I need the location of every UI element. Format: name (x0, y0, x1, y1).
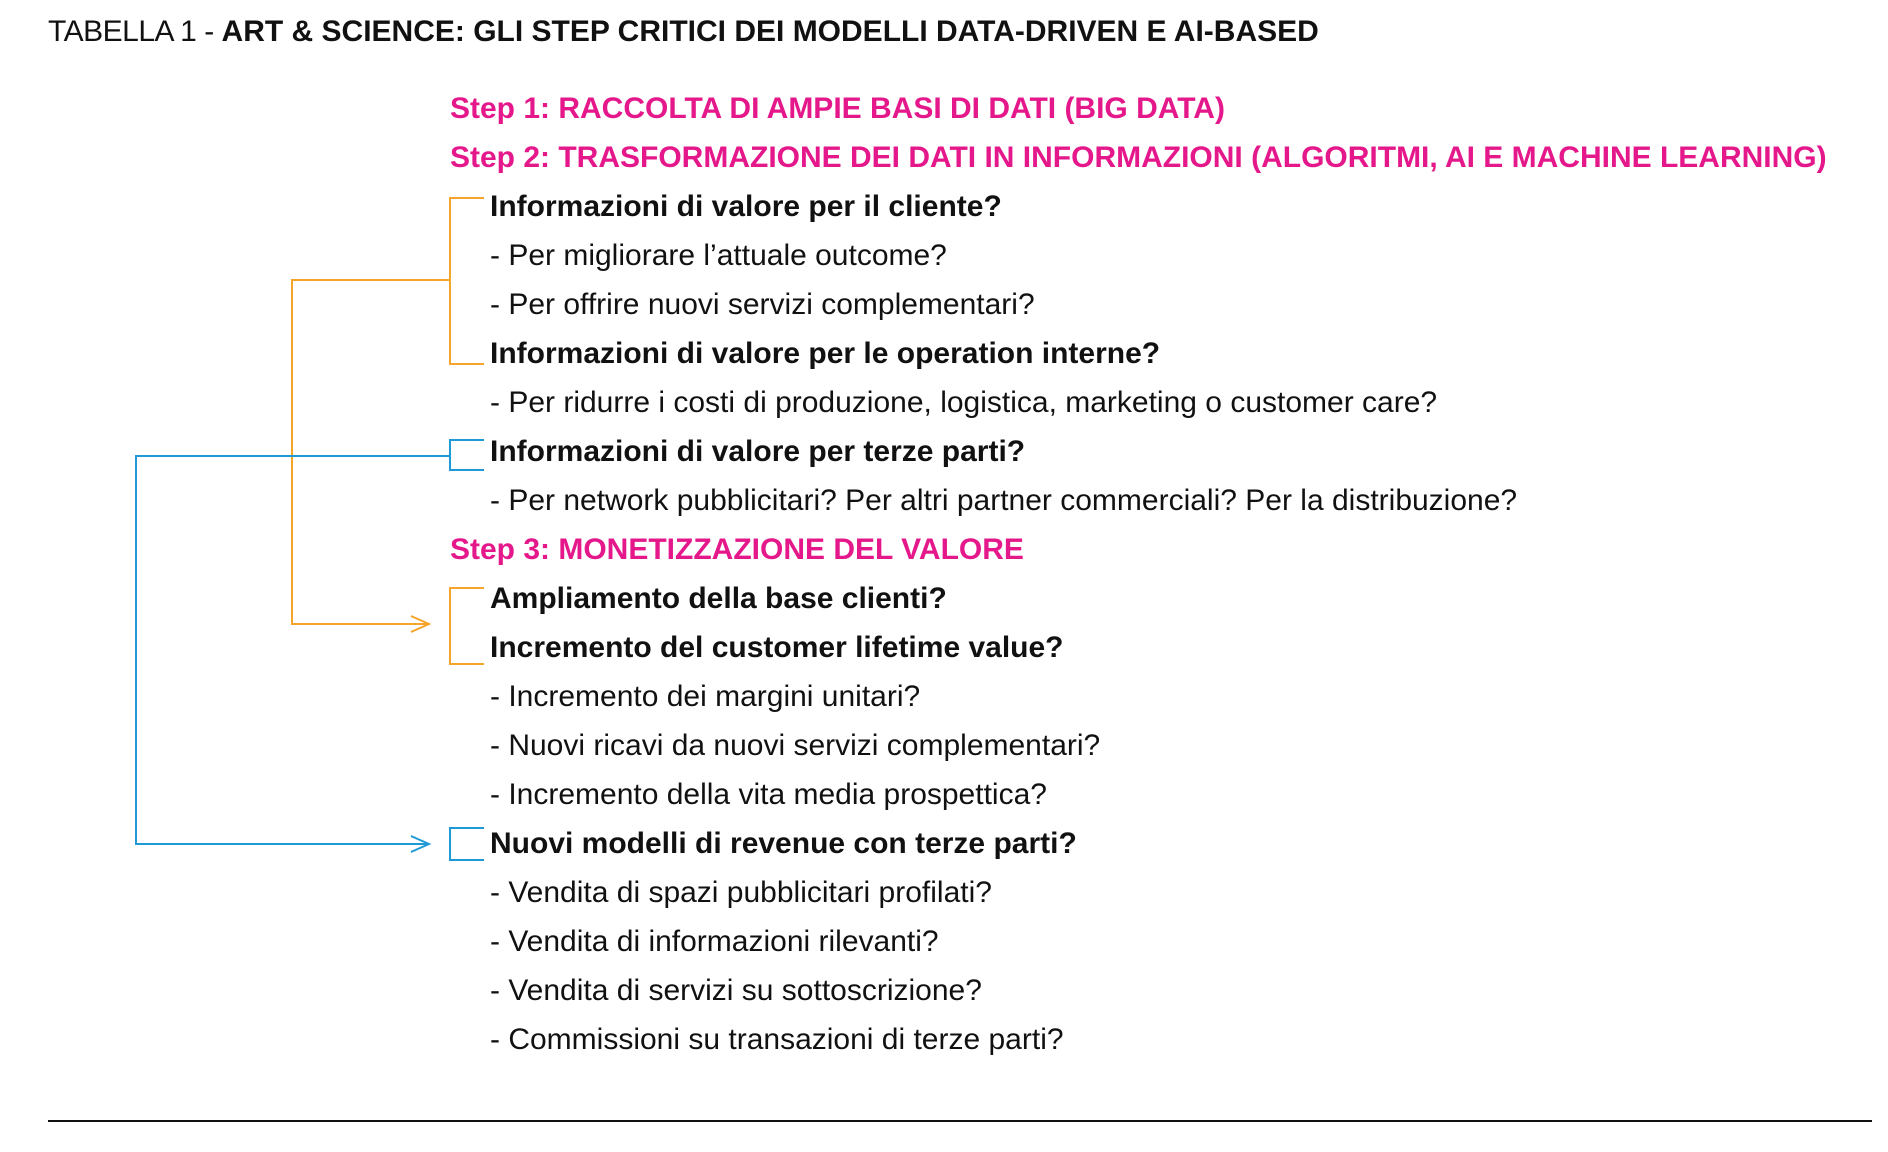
item-heading: Nuovi modelli di revenue con terze parti? (490, 827, 1077, 860)
bottom-divider (48, 1120, 1872, 1122)
item-heading: Incremento del customer lifetime value? (490, 631, 1064, 664)
bracket-third-party-info-blue (450, 440, 484, 470)
item-detail: - Incremento della vita media prospettica? (490, 778, 1047, 811)
item-detail: - Nuovi ricavi da nuovi servizi complementari? (490, 729, 1101, 762)
item-detail: - Per ridurre i costi di produzione, logistica, marketing o customer care? (490, 386, 1438, 419)
item-detail: - Per network pubblicitari? Per altri partner commerciali? Per la distribuzione? (490, 484, 1518, 517)
item-heading: Informazioni di valore per le operation interne? (490, 337, 1161, 370)
item-detail: - Per migliorare l’attuale outcome? (490, 239, 947, 272)
item-heading: Ampliamento della base clienti? (490, 582, 947, 615)
item-detail: - Per offrire nuovi servizi complementari? (490, 288, 1035, 321)
item-detail: - Vendita di servizi su sottoscrizione? (490, 974, 982, 1007)
item-detail: - Vendita di spazi pubblicitari profilati? (490, 876, 992, 909)
connector-line-orange (292, 280, 450, 624)
step-heading: Step 3: MONETIZZAZIONE DEL VALORE (450, 533, 1024, 566)
item-heading: Informazioni di valore per terze parti? (490, 435, 1026, 468)
table-heading: ART & SCIENCE: GLI STEP CRITICI DEI MODELLI DATA-DRIVEN E AI-BASED (221, 15, 1319, 48)
bracket-third-party-revenue-blue (450, 828, 484, 860)
step-heading: Step 1: RACCOLTA DI AMPIE BASI DI DATI (BIG DATA) (450, 92, 1225, 125)
table-number: TABELLA 1 - (48, 15, 222, 48)
bracket-value-info-orange (450, 198, 484, 364)
bracket-monetization-orange (450, 588, 484, 664)
item-detail: - Commissioni su transazioni di terze parti? (490, 1023, 1064, 1056)
item-detail: - Vendita di informazioni rilevanti? (490, 925, 939, 958)
item-heading: Informazioni di valore per il cliente? (490, 190, 1002, 223)
item-detail: - Incremento dei margini unitari? (490, 680, 921, 713)
step-heading: Step 2: TRASFORMAZIONE DEI DATI IN INFORMAZIONI (ALGORITMI, AI E MACHINE LEARNING) (450, 141, 1827, 174)
